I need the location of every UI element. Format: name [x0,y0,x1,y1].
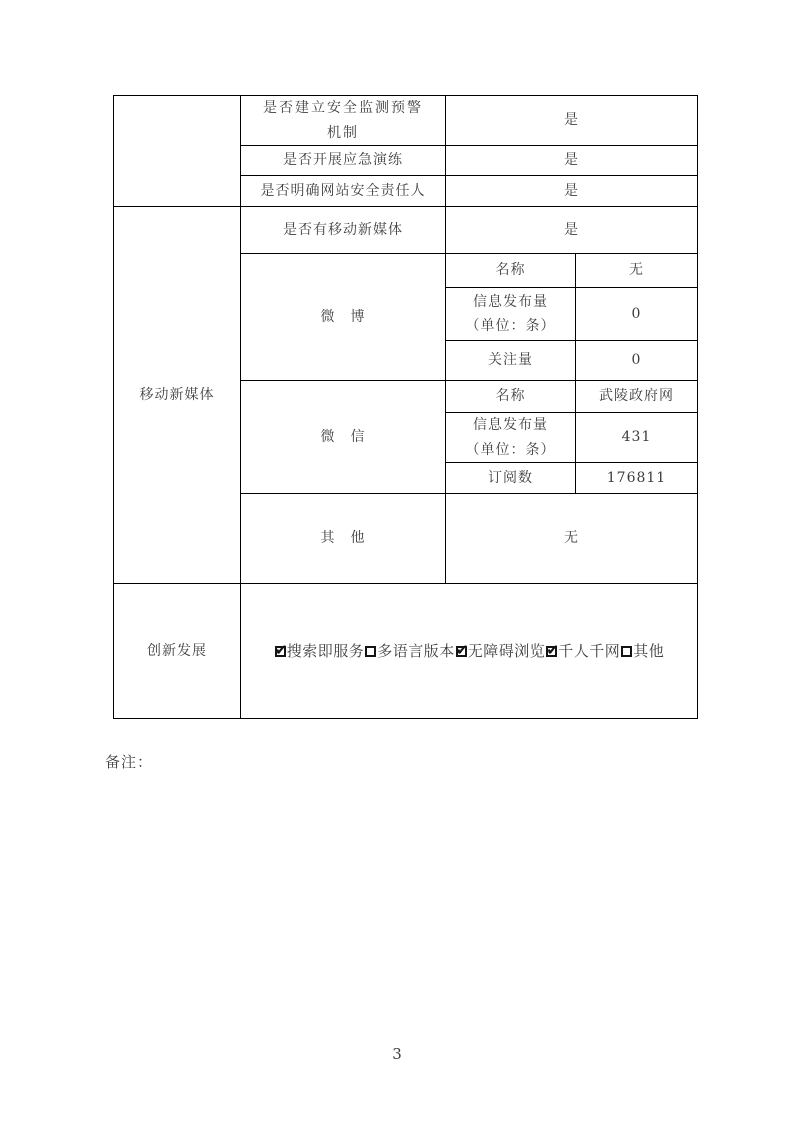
option-search-as-service [274,638,365,664]
option-personalized [545,638,620,664]
weibo-publish-value: 0 [576,288,698,341]
innovation-group-label: 创新发展 [114,584,241,719]
table-row [114,96,698,146]
checkbox-search-as-service-icon [275,646,286,657]
other-media-value: 无 [446,494,698,584]
weibo-publish-label [446,288,576,341]
weibo-publish-label-line2: （单位：条） [465,318,556,334]
wechat-subscribe-value: 176811 [576,463,698,494]
wechat-name-value: 武陵政府网 [576,381,698,413]
wechat-name-label: 名称 [446,381,576,413]
annual-report-table [113,95,698,719]
security-officer-value: 是 [446,176,698,207]
checkbox-accessibility-icon [456,646,467,657]
checkbox-other-icon [621,646,632,657]
security-monitor-value: 是 [446,96,698,146]
mobile-media-group-label: 移动新媒体 [114,207,241,584]
emergency-drill-label: 是否开展应急演练 [241,146,446,176]
innovation-options-cell [241,584,698,719]
checkbox-personalized-icon [546,646,557,657]
wechat-publish-label [446,413,576,463]
security-officer-label: 是否明确网站安全责任人 [241,176,446,207]
wechat-publish-label-line2: （单位：条） [465,441,556,458]
weibo-name-value: 无 [576,254,698,288]
option-accessibility-label: 无障碍浏览 [467,641,546,660]
wechat-publish-label-line1: 信息发布量 [473,417,548,433]
option-search-as-service-label: 搜索即服务 [286,641,365,660]
page-number: 3 [392,1045,402,1063]
innovation-options [243,638,695,664]
weibo-publish-label-line1: 信息发布量 [473,293,548,310]
wechat-publish-value: 431 [576,413,698,463]
weibo-followers-value: 0 [576,341,698,381]
emergency-drill-value: 是 [446,146,698,176]
option-accessibility [455,638,546,664]
weibo-followers-label: 关注量 [446,341,576,381]
remark-label: 备注： [105,753,154,771]
option-multilingual-label: 多语言版本 [377,641,455,660]
wechat-subscribe-label: 订阅数 [446,463,576,494]
option-other-label: 其他 [633,641,665,660]
security-monitor-label-text: 是否建立安全监测预警机制 [263,100,423,141]
other-media-label: 其 他 [241,494,446,584]
option-multilingual [364,638,455,664]
table-row [114,207,698,254]
option-personalized-label: 千人千网 [558,641,621,660]
option-other [620,638,664,664]
security-group-cell [114,96,241,207]
checkbox-multilingual-icon [365,646,376,657]
weibo-label: 微 博 [241,254,446,381]
table-row [114,584,698,719]
security-monitor-label [241,96,446,146]
has-mobile-media-label: 是否有移动新媒体 [241,207,446,254]
wechat-label: 微 信 [241,381,446,494]
has-mobile-media-value: 是 [446,207,698,254]
weibo-name-label: 名称 [446,254,576,288]
